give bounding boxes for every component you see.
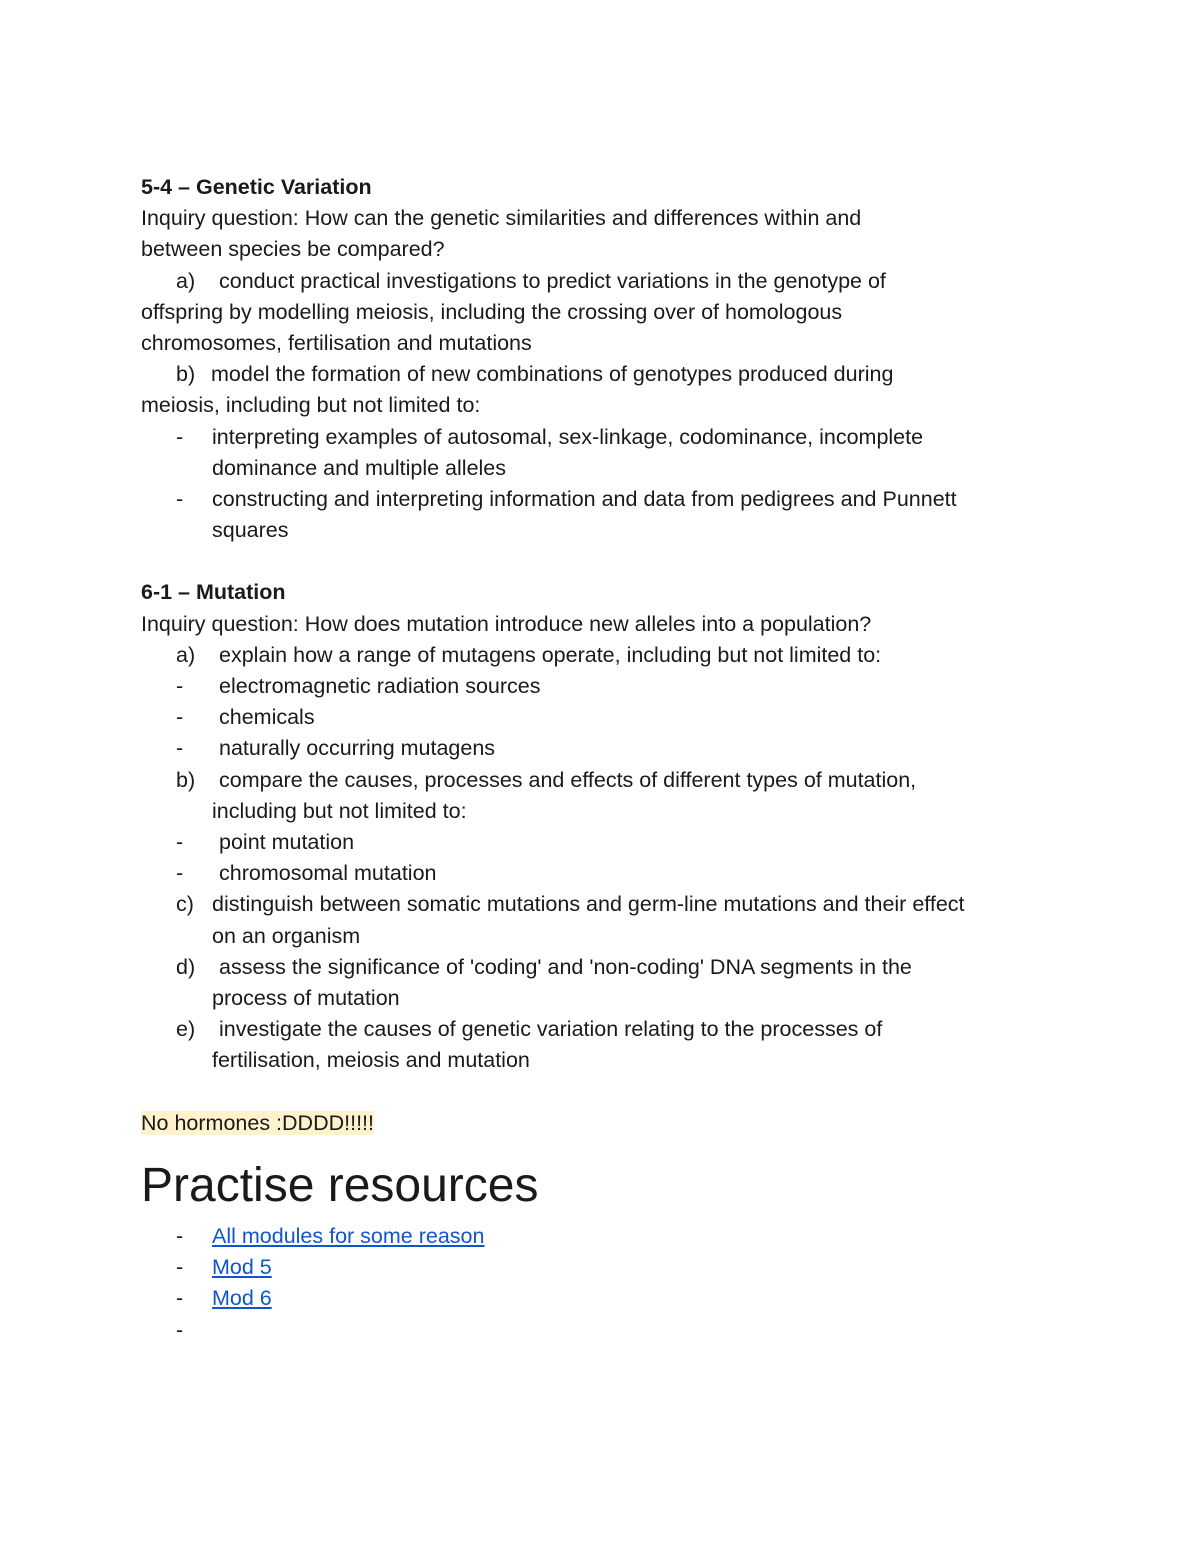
resource-list-item — [141, 1221, 1061, 1252]
bullet-text: naturally occurring mutagens — [219, 736, 496, 761]
list-item-text-continued: fertilisation, meiosis and mutation — [212, 1048, 530, 1073]
list-item-a — [141, 640, 1061, 671]
bullet-item — [141, 702, 1061, 733]
list-item-text: distinguish between somatic mutations and germ-line mutations and their effect — [212, 892, 965, 917]
dash-marker: - — [176, 1317, 184, 1342]
list-marker: b) — [176, 767, 196, 792]
inquiry-question: Inquiry question: How can the genetic similarities and differences within and — [141, 206, 862, 231]
dash-marker: - — [176, 424, 184, 449]
spacer — [141, 546, 1061, 577]
list-item-text: model the formation of new combinations of genotypes produced during — [211, 362, 894, 387]
list-item-e — [141, 1014, 1061, 1045]
dash-marker: - — [176, 674, 184, 699]
list-item-text: compare the causes, processes and effects of different types of mutation, — [219, 767, 917, 792]
bullet-item — [141, 484, 1061, 515]
section-heading-genetic-variation: 5-4 – Genetic Variation — [141, 175, 372, 199]
inquiry-question-continued: between species be compared? — [141, 237, 445, 262]
list-marker: d) — [176, 954, 196, 979]
resource-list-item — [141, 1252, 1061, 1283]
bullet-text: chromosomal mutation — [219, 861, 437, 886]
bullet-text-continued: dominance and multiple alleles — [212, 455, 507, 480]
bullet-text-continued: squares — [212, 518, 289, 543]
bullet-text: interpreting examples of autosomal, sex-linkage, codominance, incomplete — [212, 424, 924, 449]
dash-marker: - — [176, 830, 184, 855]
resources-title: Practise resources — [141, 1158, 539, 1212]
list-item-text: conduct practical investigations to predict variations in the genotype of — [219, 268, 886, 293]
bullet-text: constructing and interpreting information and data from pedigrees and Punnett — [212, 487, 957, 512]
list-marker: e) — [176, 1017, 196, 1042]
list-marker: a) — [176, 268, 196, 293]
list-item-a — [141, 266, 1061, 297]
bullet-item — [141, 858, 1061, 889]
dash-marker: - — [176, 1223, 184, 1248]
dash-marker: - — [176, 705, 184, 730]
dash-marker: - — [176, 487, 184, 512]
dash-marker: - — [176, 736, 184, 761]
list-item-b — [141, 359, 1061, 390]
resource-list-item-empty — [141, 1315, 1061, 1346]
section-heading-mutation: 6-1 – Mutation — [141, 580, 286, 605]
bullet-text: electromagnetic radiation sources — [219, 674, 541, 699]
list-item-text-continued: on an organism — [212, 923, 361, 948]
empty-bullet-text — [141, 1315, 1061, 1346]
list-item-b — [141, 765, 1061, 796]
list-item-d — [141, 952, 1061, 983]
link-mod-5[interactable]: Mod 5 — [212, 1255, 272, 1280]
list-item-text: assess the significance of 'coding' and 'non-coding' DNA segments in the — [219, 954, 912, 979]
list-marker: b) — [176, 362, 196, 387]
bullet-text: chemicals — [219, 705, 315, 730]
dash-marker: - — [176, 861, 184, 886]
list-item-c — [141, 889, 1061, 920]
list-item-text-continued: including but not limited to: — [212, 798, 467, 823]
bullet-text: point mutation — [219, 830, 355, 855]
list-item-text-continued: chromosomes, fertilisation and mutations — [141, 331, 532, 356]
bullet-item — [141, 827, 1061, 858]
link-all-modules[interactable]: All modules for some reason — [212, 1223, 485, 1248]
highlighted-note: No hormones :DDDD!!!!! — [141, 1110, 374, 1135]
dash-marker: - — [176, 1255, 184, 1280]
list-item-text: explain how a range of mutagens operate, including but not limited to: — [219, 642, 882, 667]
bullet-item — [141, 733, 1061, 764]
list-marker: a) — [176, 642, 196, 667]
list-item-text-continued: meiosis, including but not limited to: — [141, 393, 481, 418]
list-item-text-continued: offspring by modelling meiosis, including the crossing over of homologous — [141, 299, 843, 324]
note-line — [141, 1108, 1061, 1139]
bullet-item — [141, 422, 1061, 453]
spacer — [141, 1077, 1061, 1108]
bullet-item — [141, 671, 1061, 702]
link-mod-6[interactable]: Mod 6 — [212, 1286, 272, 1311]
list-item-text-continued: process of mutation — [212, 986, 400, 1011]
list-item-text: investigate the causes of genetic variation relating to the processes of — [219, 1017, 883, 1042]
inquiry-question: Inquiry question: How does mutation introduce new alleles into a population? — [141, 611, 872, 636]
document-content — [141, 172, 1061, 1346]
resource-list-item — [141, 1283, 1061, 1314]
dash-marker: - — [176, 1286, 184, 1311]
list-marker: c) — [176, 892, 194, 917]
